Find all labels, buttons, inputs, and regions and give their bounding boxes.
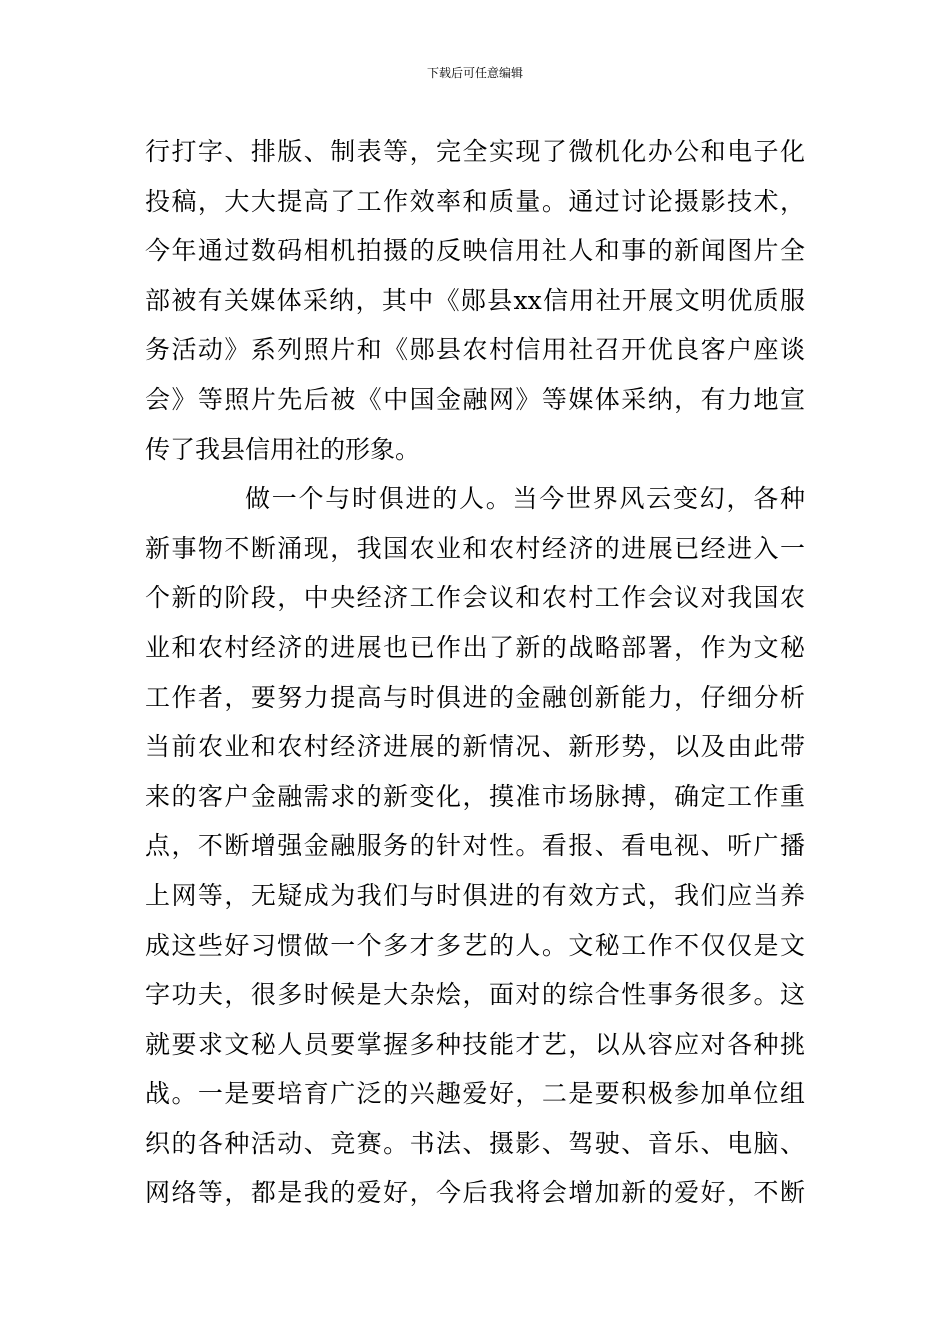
text-line: 字功夫，很多时候是大杂烩，面对的综合性事务很多。这 (145, 980, 805, 1010)
text-line: 业和农村经济的进展也已作出了新的战略部署，作为文秘 (145, 632, 805, 662)
text-line: 就要求文秘人员要掌握多种技能才艺，以从容应对各种挑 (145, 1029, 805, 1059)
text-line: 新事物不断涌现，我国农业和农村经济的进展已经进入一 (145, 533, 805, 563)
document-body (145, 127, 805, 1218)
text-line: 工作者，要努力提高与时俱进的金融创新能力，仔细分析 (145, 682, 805, 712)
text-line: 务活动》系列照片和《郧县农村信用社召开优良客户座谈 (145, 335, 805, 365)
text-line: 成这些好习惯做一个多才多艺的人。文秘工作不仅仅是文 (145, 930, 805, 960)
text-line: 当前农业和农村经济进展的新情况、新形势，以及由此带 (145, 732, 805, 762)
text-line: 行打字、排版、制表等，完全实现了微机化办公和电子化 (145, 137, 805, 166)
text-line: 点，不断增强金融服务的针对性。看报、看电视、听广播 (145, 831, 805, 861)
text-line: 网络等，都是我的爱好，今后我将会增加新的爱好，不断 (145, 1178, 805, 1208)
text-line: 传了我县信用社的形象。 (145, 434, 421, 464)
text-line: 来的客户金融需求的新变化，摸准市场脉搏，确定工作重 (145, 781, 805, 811)
text-line: 织的各种活动、竞赛。书法、摄影、驾驶、音乐、电脑、 (145, 1128, 805, 1158)
text-line: 战。一是要培育广泛的兴趣爱好，二是要积极参加单位组 (145, 1079, 805, 1109)
text-line: 部被有关媒体采纳，其中《郧县xx信用社开展文明优质服 (145, 285, 805, 315)
text-line: 做一个与时俱进的人。当今世界风云变幻，各种 (245, 484, 805, 514)
text-line: 投稿，大大提高了工作效率和质量。通过讨论摄影技术， (145, 186, 805, 216)
text-line: 今年通过数码相机拍摄的反映信用社人和事的新闻图片全 (145, 236, 805, 266)
page-header: 下载后可任意编辑 (426, 66, 523, 80)
text-line: 上网等，无疑成为我们与时俱进的有效方式，我们应当养 (145, 880, 805, 910)
text-line: 个新的阶段，中央经济工作会议和农村工作会议对我国农 (145, 583, 805, 613)
text-line: 会》等照片先后被《中国金融网》等媒体采纳，有力地宣 (145, 384, 805, 414)
